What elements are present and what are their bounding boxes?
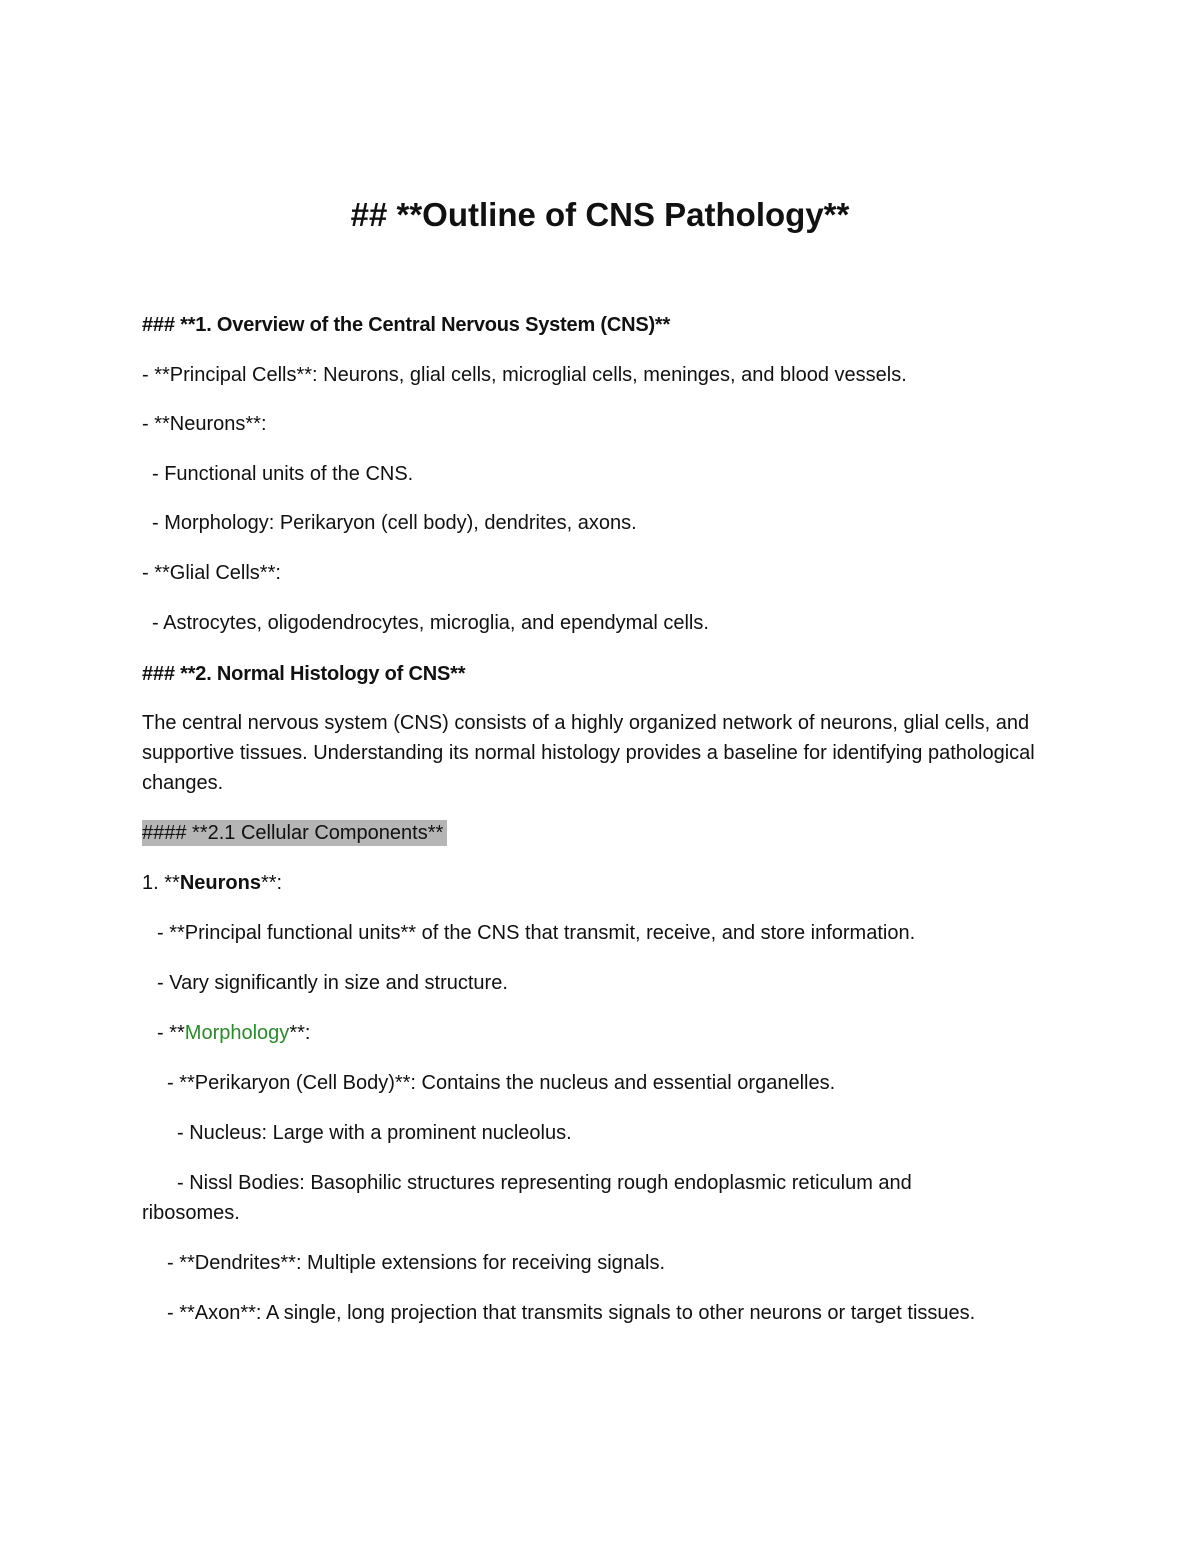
principal-units-subitem: - **Principal functional units** of the CNS that transmit, receive, and store information. [157,922,916,944]
dendrites-subitem: - **Dendrites**: Multiple extensions for receiving signals. [167,1252,666,1274]
glial-cells-item: - **Glial Cells**: [142,562,281,584]
vary-subitem: - Vary significantly in size and structure. [157,972,508,994]
section-2-intro-paragraph: The central nervous system (CNS) consists of a highly organized network of neurons, glial cells, and supportive tissues. Understanding its normal histology provides a baseline for identifying pathological changes. [142,712,1035,794]
nucleus-subitem: - Nucleus: Large with a prominent nucleolus. [177,1122,572,1144]
neurons-item: - **Neurons**: [142,413,267,435]
morphology-green-word: Morphology [184,1022,290,1044]
morphology-prefix: - ** [157,1022,185,1044]
principal-cells-item: - **Principal Cells**: Neurons, glial cells, microglial cells, meninges, and blood vessels. [142,364,907,386]
item-1-suffix: **: [260,872,283,894]
axon-subitem: - **Axon**: A single, long projection that transmits signals to other neurons or target tissues. [167,1302,976,1324]
section-1-heading: ### **1. Overview of the Central Nervous System (CNS)** [142,314,671,336]
section-2-heading: ### **2. Normal Histology of CNS** [142,663,466,685]
nissl-bodies-subitem: - Nissl Bodies: Basophilic structures representing rough endoplasmic reticulum and [177,1172,912,1194]
item-1-prefix: 1. ** [142,872,180,894]
morphology-suffix: **: [289,1022,311,1044]
item-1-bold-label: Neurons [179,872,261,894]
perikaryon-subitem: - **Perikaryon (Cell Body)**: Contains the nucleus and essential organelles. [167,1072,836,1094]
nissl-bodies-continuation: ribosomes. [142,1202,240,1224]
highlighted-subheading: #### **2.1 Cellular Components** [142,820,447,846]
neurons-functional-subitem: - Functional units of the CNS. [152,463,414,485]
item-1-neurons [142,868,1072,898]
subsection-2-1-heading [142,818,1072,848]
page-title: ## **Outline of CNS Pathology** [350,196,850,233]
glial-types-subitem: - Astrocytes, oligodendrocytes, microglia, and ependymal cells. [152,612,709,634]
morphology-subitem [157,1018,1087,1048]
neurons-morphology-subitem: - Morphology: Perikaryon (cell body), dendrites, axons. [152,512,637,534]
